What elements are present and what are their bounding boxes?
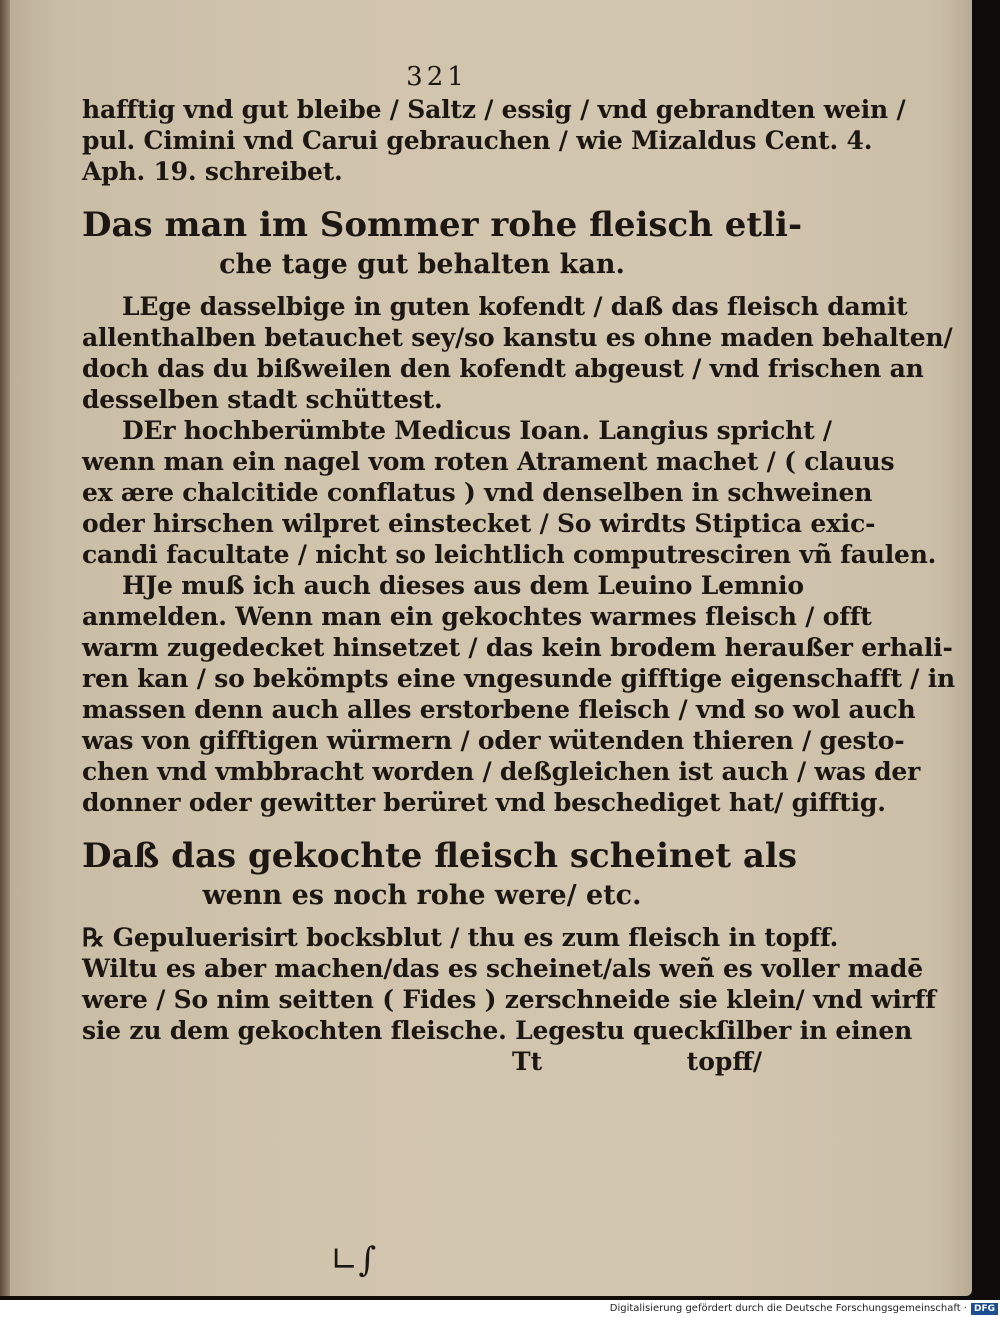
text-line: candi facultate / nicht so leichtlich computresciren vñ faulen. [82, 540, 937, 569]
intro-line: Aph. 19. schreibet. [82, 157, 343, 186]
text-line: was von gifftigen würmern / oder wütenden thieren / gesto- [82, 726, 905, 755]
section-heading: che tage gut behalten kan. [219, 249, 625, 280]
text-line: HJe muß ich auch dieses aus dem Leuino Lemnio [122, 571, 804, 600]
text-line: ℞ Gepuluerisirt bocksblut / thu es zum fleisch in topff. [82, 923, 839, 952]
paragraph [82, 291, 953, 415]
paragraph [82, 570, 956, 818]
text-line: DEr hochberümbte Medicus Ioan. Langius spricht / [122, 416, 832, 445]
paragraph [82, 922, 936, 1046]
text-line: anmelden. Wenn man ein gekochtes warmes fleisch / offt [82, 602, 872, 631]
section-heading: Das man im Sommer rohe fleisch etli- [82, 205, 803, 245]
page-number: 321 [406, 62, 468, 92]
text-line: massen denn auch alles erstorbene fleisch / vnd so wol auch [82, 695, 916, 724]
signature-mark: Tt [512, 1047, 543, 1076]
text-line: Wiltu es aber machen/das es scheinet/als weñ es voller madē [82, 954, 923, 983]
text-line: sie zu dem gekochten fleische. Legestu queckſilber in einen [82, 1016, 913, 1045]
text-line: desselben stadt schüttest. [82, 385, 443, 414]
text-line: doch das du bißweilen den kofendt abgeust / vnd frischen an [82, 354, 924, 383]
paragraph [82, 415, 937, 570]
text-line: chen vnd vmbbracht worden / deßgleichen ist auch / was der [82, 757, 921, 786]
section-heading: wenn es noch rohe were/ etc. [202, 880, 642, 911]
bottom-ink-mark: ∟∫ [330, 1240, 377, 1280]
text-line: were / So nim seitten ( Fides ) zerschneide sie klein/ vnd wirff [82, 985, 936, 1014]
text-line: ex ære chalcitide conflatus ) vnd denselben in schweinen [82, 478, 873, 507]
catchword: topff/ [686, 1047, 762, 1076]
section-heading: Daß das gekochte fleisch scheinet als [82, 836, 797, 876]
intro-line: pul. Cimini vnd Carui gebrauchen / wie Mizaldus Cent. 4. [82, 126, 873, 155]
intro-line: hafftig vnd gut bleibe / Saltz / essig / vnd gebrandten wein / [82, 95, 906, 124]
text-line: LEge dasselbige in guten kofendt / daß das fleisch damit [122, 292, 908, 321]
text-line: oder hirschen wilpret einstecket / So wirdts Stiptica exic- [82, 509, 876, 538]
text-line: allenthalben betauchet sey/so kanstu es ohne maden behalten/ [82, 323, 953, 352]
text-line: ren kan / so bekömpts eine vngesunde gifftige eigenschafft / in [82, 664, 956, 693]
footer-credit: Digitalisierung gefördert durch die Deutsche Forschungsgemeinschaft · [609, 1303, 967, 1314]
text-line: warm zugedecket hinsetzet / das kein brodem heraußer erhali- [82, 633, 953, 662]
text-line: donner oder gewitter berüret vnd beschediget hat/ gifftig. [82, 788, 886, 817]
page-spine-shadow [0, 0, 10, 1296]
dfg-logo-icon: DFG [971, 1303, 998, 1315]
signature-line [82, 1046, 762, 1078]
page-text [82, 60, 956, 1078]
text-line: wenn man ein nagel vom roten Atrament machet / ( clauus [82, 447, 895, 476]
footer-bar [0, 1300, 1000, 1317]
